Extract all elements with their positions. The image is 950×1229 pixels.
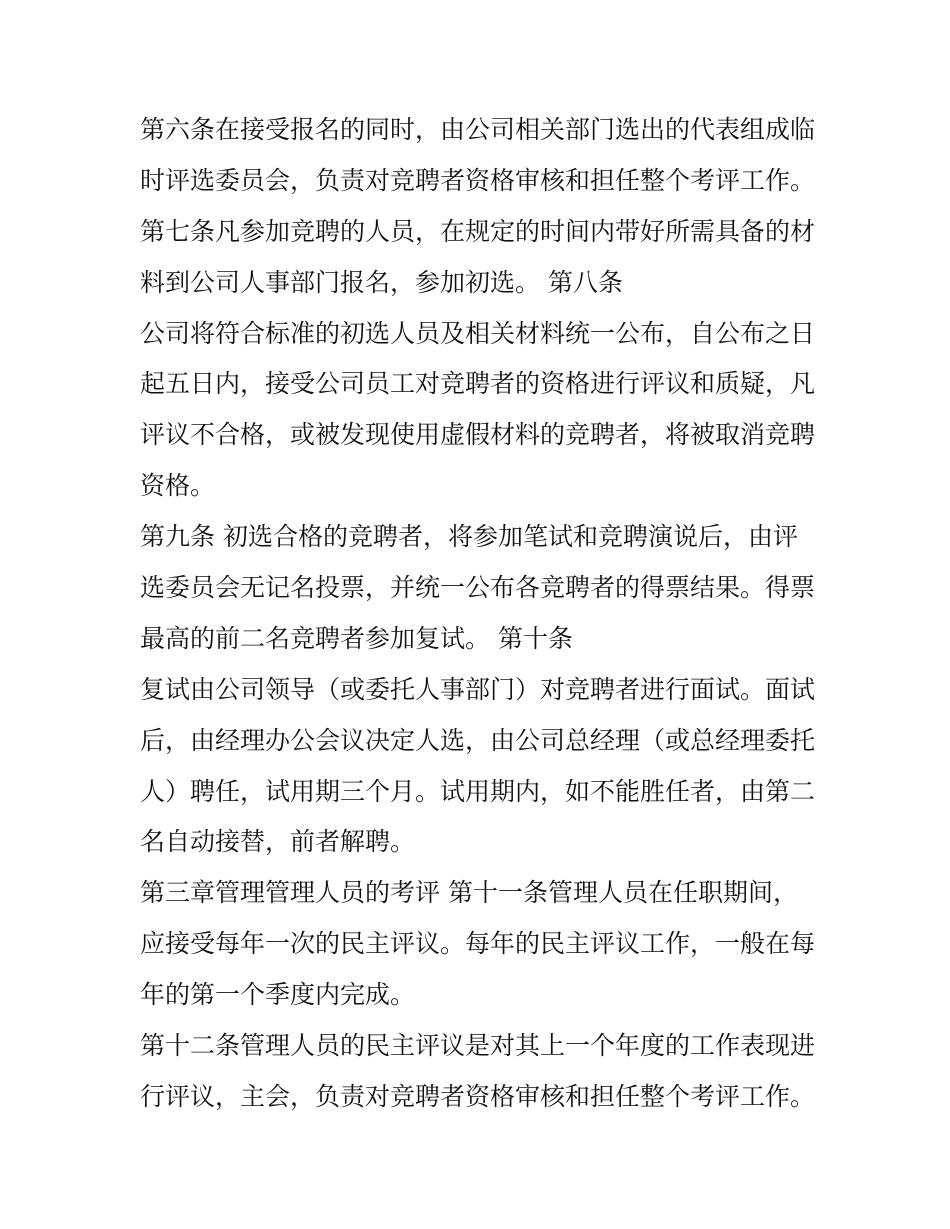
text-line: 第七条凡参加竞聘的人员，在规定的时间内带好所需具备的材 <box>140 216 816 246</box>
text-line: 应接受每年一次的民主评议。每年的民主评议工作，一般在每 <box>140 929 816 959</box>
text-line: 评议不合格，或被发现使用虚假材料的竞聘者，将被取消竞聘 <box>140 420 816 450</box>
text-line: 第九条 初选合格的竞聘者，将参加笔试和竞聘演说后，由评 <box>140 522 798 552</box>
document-body <box>140 105 820 1123</box>
text-line: 年的第一个季度内完成。 <box>140 980 416 1010</box>
text-line: 第三章管理管理人员的考评 第十一条管理人员在任职期间， <box>140 878 798 908</box>
text-line: 料到公司人事部门报名，参加初选。 第八条 <box>140 267 623 297</box>
text-line: 公司将符合标准的初选人员及相关材料统一公布，自公布之日 <box>140 318 816 348</box>
text-line: 时评选委员会，负责对竞聘者资格审核和担任整个考评工作。 <box>140 165 816 195</box>
text-line: 资格。 <box>140 471 216 501</box>
text-line: 第十二条管理人员的民主评议是对其上一个年度的工作表现进 <box>140 1031 816 1061</box>
text-line: 起五日内，接受公司员工对竞聘者的资格进行评议和质疑，凡 <box>140 369 816 399</box>
text-line: 复试由公司领导（或委托人事部门）对竞聘者进行面试。面试 <box>140 674 816 704</box>
text-line: 选委员会无记名投票，并统一公布各竞聘者的得票结果。得票 <box>140 573 816 603</box>
text-line: 第六条在接受报名的同时，由公司相关部门选出的代表组成临 <box>140 115 816 144</box>
text-line: 最高的前二名竞聘者参加复试。 第十条 <box>140 623 573 653</box>
text-line: 后，由经理办公会议决定人选，由公司总经理（或总经理委托 <box>140 725 816 755</box>
text-line: 名自动接替，前者解聘。 <box>140 827 416 857</box>
text-line: 人）聘任，试用期三个月。试用期内，如不能胜任者，由第二 <box>140 776 816 806</box>
text-line: 行评议，主会，负责对竞聘者资格审核和担任整个考评工作。 <box>140 1081 816 1111</box>
